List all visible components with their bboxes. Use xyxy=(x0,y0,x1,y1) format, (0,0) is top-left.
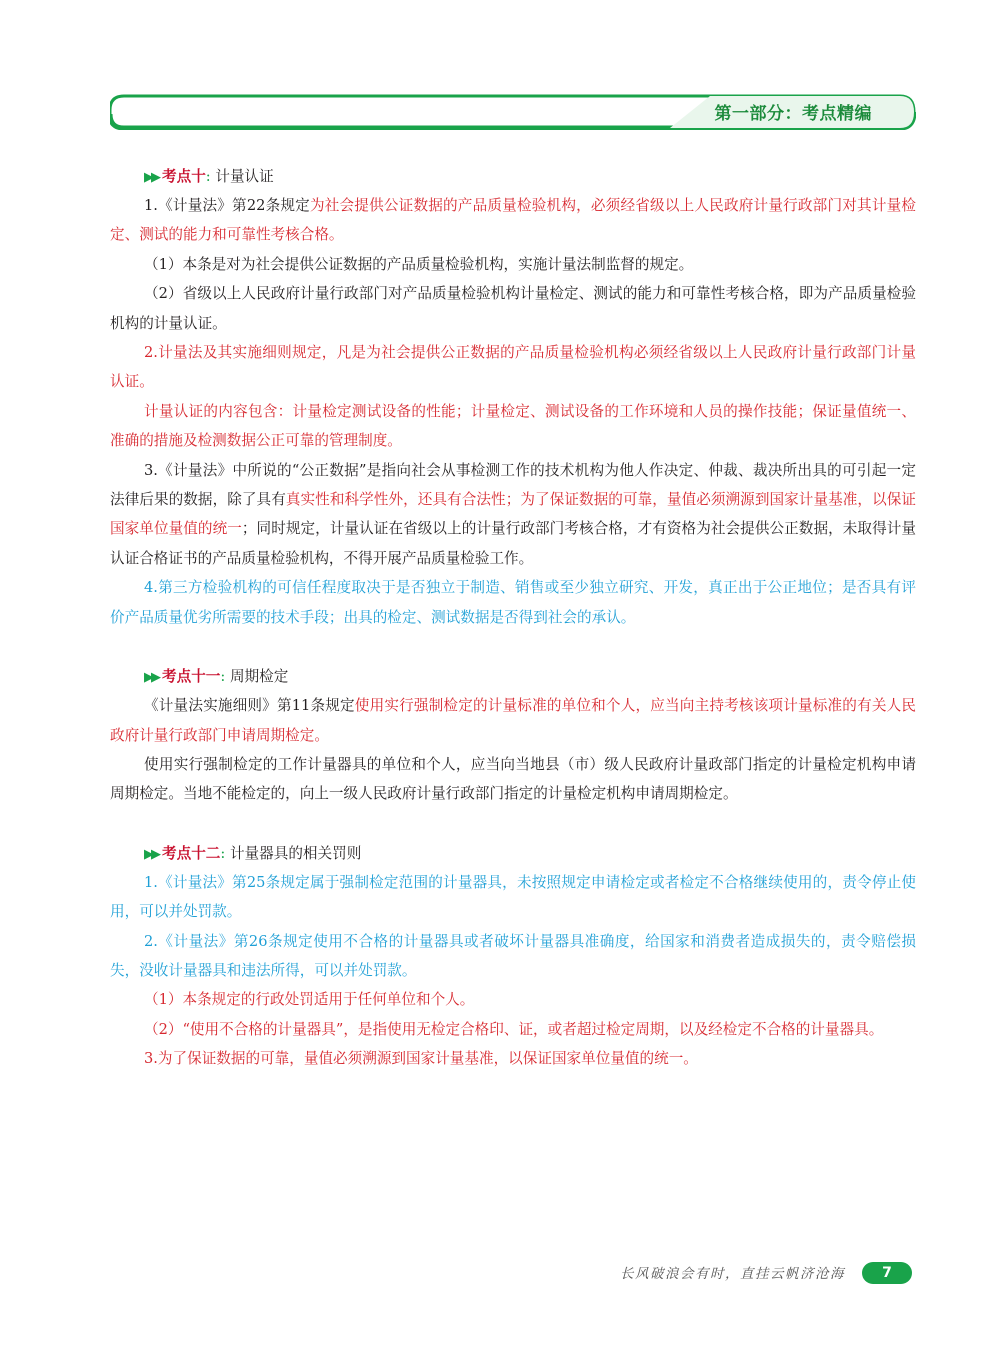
paragraph: 2.《计量法》第26条规定使用不合格的计量器具或者破坏计量器具准确度，给国家和消费者造成损失的，责令赔偿损失，没收计量器具和违法所得，可以并处罚款。 xyxy=(110,932,916,979)
double-arrow-icon: ▶▶ xyxy=(144,846,158,862)
paragraph: 3.为了保证数据的可靠，量值必须溯源到国家计量基准，以保证国家单位量值的统一。 xyxy=(144,1050,698,1068)
heading-topic: 计量认证 xyxy=(215,168,274,185)
paragraph: 2.计量法及其实施细则规定，凡是为社会提供公正数据的产品质量检验机构必须经省级以上人民政府计量行政部门计量认证。 xyxy=(110,344,916,391)
heading-label: 考点十 xyxy=(162,168,206,185)
section-heading xyxy=(110,162,916,191)
section-title: 第一部分：考点精编 xyxy=(714,104,872,124)
paragraph: 4.第三方检验机构的可信任程度取决于是否独立于制造、销售或至少独立研究、开发，真正出于公正地位；是否具有评价产品质量优劣所需要的技术手段；出具的检定、测试数据是否得到社会的承认。 xyxy=(110,579,916,626)
paragraph: 1.《计量法》第22条规定为社会提供公证数据的产品质量检验机构，必须经省级以上人民政府计量行政部门对其计量检定、测试的能力和可靠性考核合格。 xyxy=(110,197,916,244)
heading-colon: : xyxy=(220,668,226,686)
section-kaodian-11 xyxy=(110,662,916,809)
paragraph: 计量认证的内容包含：计量检定测试设备的性能；计量检定、测试设备的工作环境和人员的操作技能；保证量值统一、准确的措施及检测数据公正可靠的管理制度。 xyxy=(110,402,916,450)
heading-topic: 周期检定 xyxy=(229,668,289,686)
paragraph: 1.《计量法》第25条规定属于强制检定范围的计量器具，未按照规定申请检定或者检定不合格继续使用的，责令停止使用，可以并处罚款。 xyxy=(110,873,916,921)
section-kaodian-10 xyxy=(110,162,916,632)
heading-colon: : xyxy=(205,168,211,185)
paragraph: 3.《计量法》中所说的“公正数据”是指向社会从事检测工作的技术机构为他人作决定、仲裁、裁决所出具的可引起一定法律后果的数据，除了具有真实性和科学性外，还具有合法性；为了保证数据的可靠，量值必须溯源到国家计量基准，以保证国家单位量值的统一；同时规定，计量认证在省级以上的计量行政部门考核合格，才有资格为社会提供公正数据，未取得计量认证合格证书的产品质量检验机构，不得开展产品质量检验工作。 xyxy=(110,461,916,567)
paragraph: （2）“使用不合格的计量器具”，是指使用无检定合格印、证，或者超过检定周期，以及经检定不合格的计量器具。 xyxy=(144,1020,884,1038)
double-arrow-icon: ▶▶ xyxy=(144,170,158,185)
double-arrow-icon: ▶▶ xyxy=(144,670,158,686)
paragraph: 《计量法实施细则》第11条规定使用实行强制检定的计量标准的单位和个人，应当向主持考核该项计量标准的有关人民政府计量行政部门申请周期检定。 xyxy=(110,697,916,744)
heading-colon: : xyxy=(220,844,226,862)
page-content xyxy=(110,162,916,1104)
paragraph: 使用实行强制检定的工作计量器具的单位和个人，应当向当地县（市）级人民政府计量政部门指定的计量检定机构申请周期检定。当地不能检定的，向上一级人民政府计量行政部门指定的计量检定机构申请周期检定。 xyxy=(110,755,916,803)
section-kaodian-12 xyxy=(110,839,916,1074)
paragraph: （1）本条是对为社会提供公证数据的产品质量检验机构，实施计量法制监督的规定。 xyxy=(144,255,694,273)
section-heading xyxy=(110,662,916,691)
page-header xyxy=(110,94,916,130)
footer-motto: 长风破浪会有时，直挂云帆济沧海 xyxy=(620,1266,845,1282)
heading-label: 考点十二 xyxy=(162,844,221,862)
paragraph: （2）省级以上人民政府计量行政部门对产品质量检验机构计量检定、测试的能力和可靠性考核合格，即为产品质量检验机构的计量认证。 xyxy=(110,285,916,332)
heading-topic: 计量器具的相关罚则 xyxy=(229,844,362,862)
page-number: 7 xyxy=(862,1262,912,1284)
paragraph: （1）本条规定的行政处罚适用于任何单位和个人。 xyxy=(144,991,475,1009)
heading-label: 考点十一 xyxy=(162,668,221,686)
section-heading xyxy=(110,839,916,868)
